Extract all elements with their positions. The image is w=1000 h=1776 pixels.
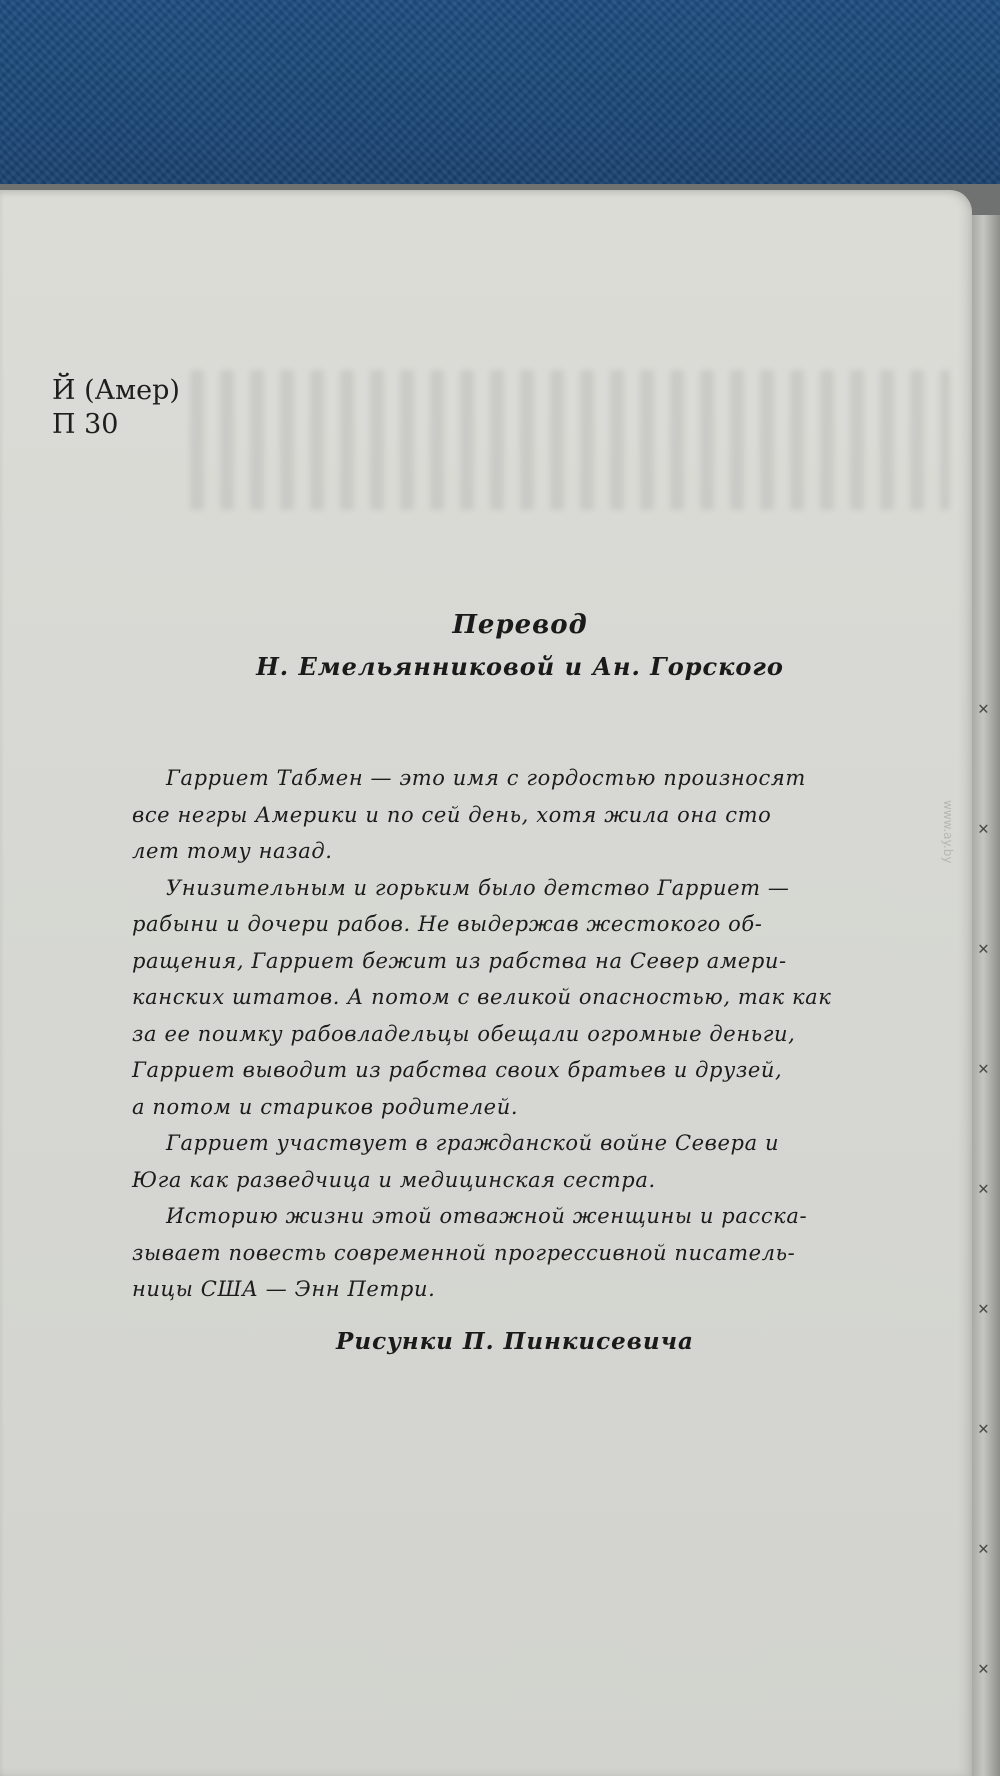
annotation-line: Историю жизни этой отважной женщины и расска- (166, 1204, 808, 1228)
stitch-mark: ✕ (978, 1538, 989, 1559)
translators: Н. Емельянниковой и Ан. Горского (256, 652, 784, 681)
stitch-mark: ✕ (978, 1298, 989, 1319)
library-classmark (52, 374, 180, 442)
illustrations-credit: Рисунки П. Пинкисевича (336, 1328, 694, 1355)
annotation-line: Юга как разведчица и медицинская сестра. (132, 1167, 656, 1192)
binding-stitches (978, 700, 1000, 1700)
stitch-mark: ✕ (978, 818, 989, 839)
classmark-line-2: П 30 (52, 409, 119, 440)
annotation-line: лет тому назад. (132, 839, 333, 863)
annotation-line: а потом и стариков родителей. (132, 1094, 519, 1119)
annotation-line: все негры Америки и по сей день, хотя жила она сто (132, 802, 772, 827)
annotation-line: Гарриет участвует в гражданской войне Севера и (166, 1131, 780, 1155)
annotation-line: ращения, Гарриет бежит из рабства на Север амери- (132, 948, 787, 973)
show-through-text (190, 370, 950, 510)
translation-label: Перевод (452, 610, 588, 640)
stitch-mark: ✕ (978, 1178, 989, 1199)
classmark-line-1: Й (Амер) (52, 375, 180, 406)
annotation-line: канских штатов. А потом с великой опасностью, так как (132, 985, 832, 1009)
annotation-line: за ее поимку рабовладельцы обещали огромные деньги, (132, 1021, 796, 1046)
annotation-text (132, 760, 866, 1308)
annotation-line: зывает повесть современной прогрессивной писатель- (132, 1240, 796, 1265)
stitch-mark: ✕ (978, 938, 989, 959)
watermark: www.ay.by (941, 800, 955, 864)
annotation-line: Гарриет Табмен — это имя с гордостью произносят (166, 766, 806, 790)
stitch-mark: ✕ (978, 1058, 989, 1079)
stitch-mark: ✕ (978, 1418, 989, 1439)
annotation-line: ницы США — Энн Петри. (132, 1277, 436, 1301)
stitch-mark: ✕ (978, 1658, 989, 1679)
stitch-mark: ✕ (978, 698, 989, 719)
annotation-line: Гарриет выводит из рабства своих братьев и друзей, (132, 1058, 783, 1082)
annotation-line: Унизительным и горьким было детство Гарриет — (166, 875, 790, 900)
annotation-line: рабыни и дочери рабов. Не выдержав жестокого об- (132, 912, 763, 936)
